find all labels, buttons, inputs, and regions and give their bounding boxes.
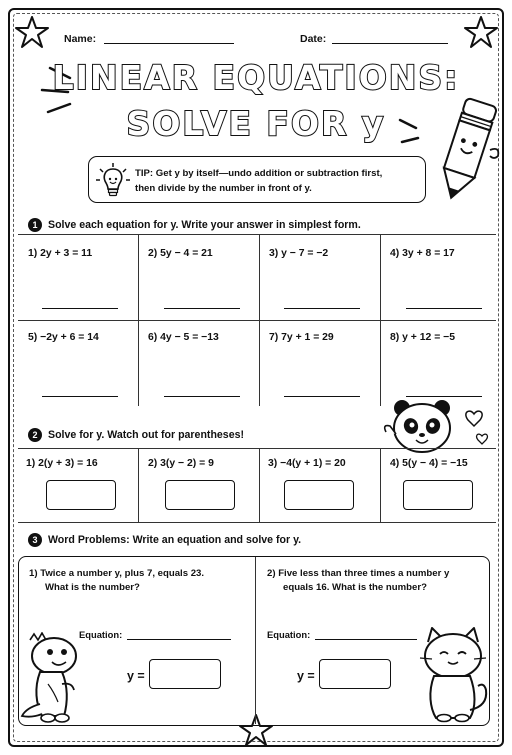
answer-line[interactable] xyxy=(406,308,482,309)
tip-line1: TIP: Get y by itself—undo addition or subtraction first, xyxy=(135,168,383,179)
answer-line[interactable] xyxy=(164,396,240,397)
answer-line[interactable] xyxy=(164,308,240,309)
problem-1-6: 6) 4y − 5 = −13 xyxy=(148,332,219,343)
word-problem-1-line2: What is the number? xyxy=(45,582,140,593)
star-icon xyxy=(463,14,499,50)
answer-line[interactable] xyxy=(42,308,118,309)
lightbulb-icon xyxy=(95,162,131,198)
answer-line[interactable] xyxy=(42,396,118,397)
answer-line[interactable] xyxy=(406,396,482,397)
problem-2-3: 3) −4(y + 1) = 20 xyxy=(268,458,346,469)
problem-1-8: 8) y + 12 = −5 xyxy=(390,332,455,343)
word-problem-1 xyxy=(29,567,204,595)
page-title-line2: SOLVE FOR y xyxy=(126,104,386,143)
equation-label-2: Equation: xyxy=(267,629,311,640)
name-label: Name: xyxy=(64,33,97,45)
page-title-line1: LINEAR EQUATIONS: xyxy=(52,58,460,97)
star-icon xyxy=(14,14,50,50)
grid-column-divider xyxy=(259,234,260,406)
date-field[interactable] xyxy=(332,43,448,44)
y-label-2: y = xyxy=(297,669,315,683)
grid-column-divider xyxy=(380,448,381,522)
problem-2-1: 1) 2(y + 3) = 16 xyxy=(26,458,98,469)
section1-heading-text: Solve each equation for y. Write your answer in simplest form. xyxy=(48,219,361,231)
section3-heading-text: Word Problems: Write an equation and solve for y. xyxy=(48,534,302,546)
problem-1-1: 1) 2y + 3 = 11 xyxy=(28,248,93,259)
problem-1-7: 7) 7y + 1 = 29 xyxy=(269,332,334,343)
word-problem-2-line1: 2) Five less than three times a number y xyxy=(267,568,450,579)
tip-text xyxy=(135,166,421,196)
equation-line-2[interactable] xyxy=(315,639,417,640)
word-problem-2-line2: equals 16. What is the number? xyxy=(283,582,427,593)
grid-column-divider xyxy=(138,234,139,406)
grid-column-divider xyxy=(138,448,139,522)
problem-2-4: 4) 5(y − 4) = −15 xyxy=(390,458,468,469)
y-label-1: y = xyxy=(127,669,145,683)
problem-1-4: 4) 3y + 8 = 17 xyxy=(390,248,455,259)
tip-line2: then divide by the number in front of y. xyxy=(135,183,312,194)
section1-heading xyxy=(28,218,361,232)
grid-column-divider xyxy=(259,448,260,522)
answer-box[interactable] xyxy=(403,480,473,510)
answer-box[interactable] xyxy=(284,480,354,510)
tip-box xyxy=(88,156,426,203)
grid-top-line xyxy=(18,234,496,235)
word-problem-2 xyxy=(267,567,449,595)
section2-heading xyxy=(28,428,244,442)
grid-column-divider xyxy=(380,234,381,406)
y-answer-box-2[interactable] xyxy=(319,659,391,689)
problem-2-2: 2) 3(y − 2) = 9 xyxy=(148,458,214,469)
date-label: Date: xyxy=(300,33,327,45)
problem-1-5: 5) −2y + 6 = 14 xyxy=(28,332,99,343)
section3-heading xyxy=(28,533,301,547)
section1-number: 1 xyxy=(28,218,42,232)
dinosaur-icon xyxy=(20,632,84,724)
word-problem-1-line1: 1) Twice a number y, plus 7, equals 23. xyxy=(29,568,205,579)
section2-heading-text: Solve for y. Watch out for parentheses! xyxy=(48,429,245,441)
answer-box[interactable] xyxy=(165,480,235,510)
cat-icon xyxy=(414,626,494,724)
panda-icon xyxy=(378,398,498,460)
section2-bottom-line xyxy=(18,522,496,523)
name-field[interactable] xyxy=(104,43,234,44)
section1-grid xyxy=(18,234,496,406)
section2-top-line xyxy=(18,448,496,449)
answer-box[interactable] xyxy=(46,480,116,510)
problem-1-3: 3) y − 7 = −2 xyxy=(269,248,329,259)
problem-1-2: 2) 5y − 4 = 21 xyxy=(148,248,213,259)
answer-line[interactable] xyxy=(284,396,360,397)
equation-label-1: Equation: xyxy=(79,629,123,640)
word-problems-divider xyxy=(255,557,256,724)
y-answer-box-1[interactable] xyxy=(149,659,221,689)
equation-line-1[interactable] xyxy=(127,639,231,640)
section2-number: 2 xyxy=(28,428,42,442)
section3-number: 3 xyxy=(28,533,42,547)
grid-middle-line xyxy=(18,320,496,321)
pencil-icon xyxy=(428,92,504,210)
answer-line[interactable] xyxy=(284,308,360,309)
